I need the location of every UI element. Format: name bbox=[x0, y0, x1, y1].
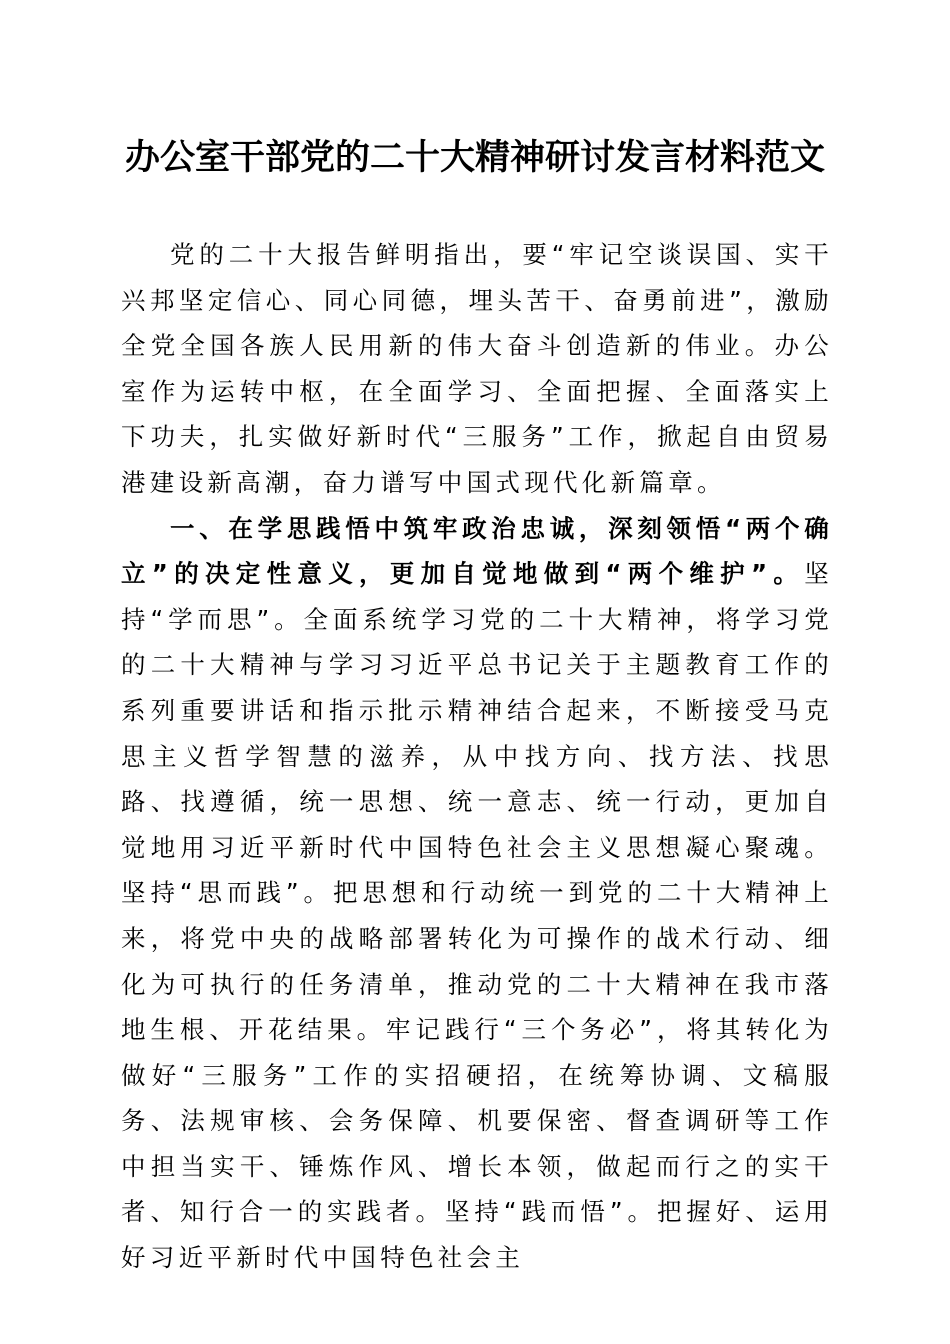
intro-paragraph: 党的二十大报告鲜明指出，要“牢记空谈误国、实干兴邦坚定信心、同心同德，埋头苦干、奋勇前进”，激励全党全国各族人民用新的伟大奋斗创造新的伟业。办公室作为运转中枢，在全面学习、全面把握、全面落实上下功夫，扎实做好新时代“三服务”工作，掀起自由贸易港建设新高潮，奋力谱写中国式现代化新篇章。 bbox=[121, 240, 833, 497]
section-1-paragraph bbox=[121, 506, 833, 1281]
document-title: 办公室干部党的二十大精神研讨发言材料范文 bbox=[124, 137, 825, 178]
document-body bbox=[121, 232, 833, 1281]
section-1-heading: 一、在学思践悟中筑牢政治忠诚，深刻领悟“两个确立”的决定性意义，更加自觉地做到“两个维护”。 bbox=[121, 513, 833, 589]
section-1-body: 坚持“学而思”。全面系统学习党的二十大精神，将学习党的二十大精神与学习习近平总书记关于主题教育工作的系列重要讲话和指示批示精神结合起来，不断接受马克思主义哲学智慧的滋养，从中找方向、找方法、找思路、找遵循，统一思想、统一意志、统一行动，更加自觉地用习近平新时代中国特色社会主义思想凝心聚魂。坚持“思而践”。把思想和行动统一到党的二十大精神上来，将党中央的战略部署转化为可操作的战术行动、细化为可执行的任务清单，推动党的二十大精神在我市落地生根、开花结果。牢记践行“三个务必”，将其转化为做好“三服务”工作的实招硬招，在统筹协调、文稿服务、法规审核、会务保障、机要保密、督查调研等工作中担当实干、锤炼作风、增长本领，做起而行之的实干者、知行合一的实践者。坚持“践而悟”。把握好、运用好习近平新时代中国特色社会主 bbox=[121, 559, 833, 1273]
